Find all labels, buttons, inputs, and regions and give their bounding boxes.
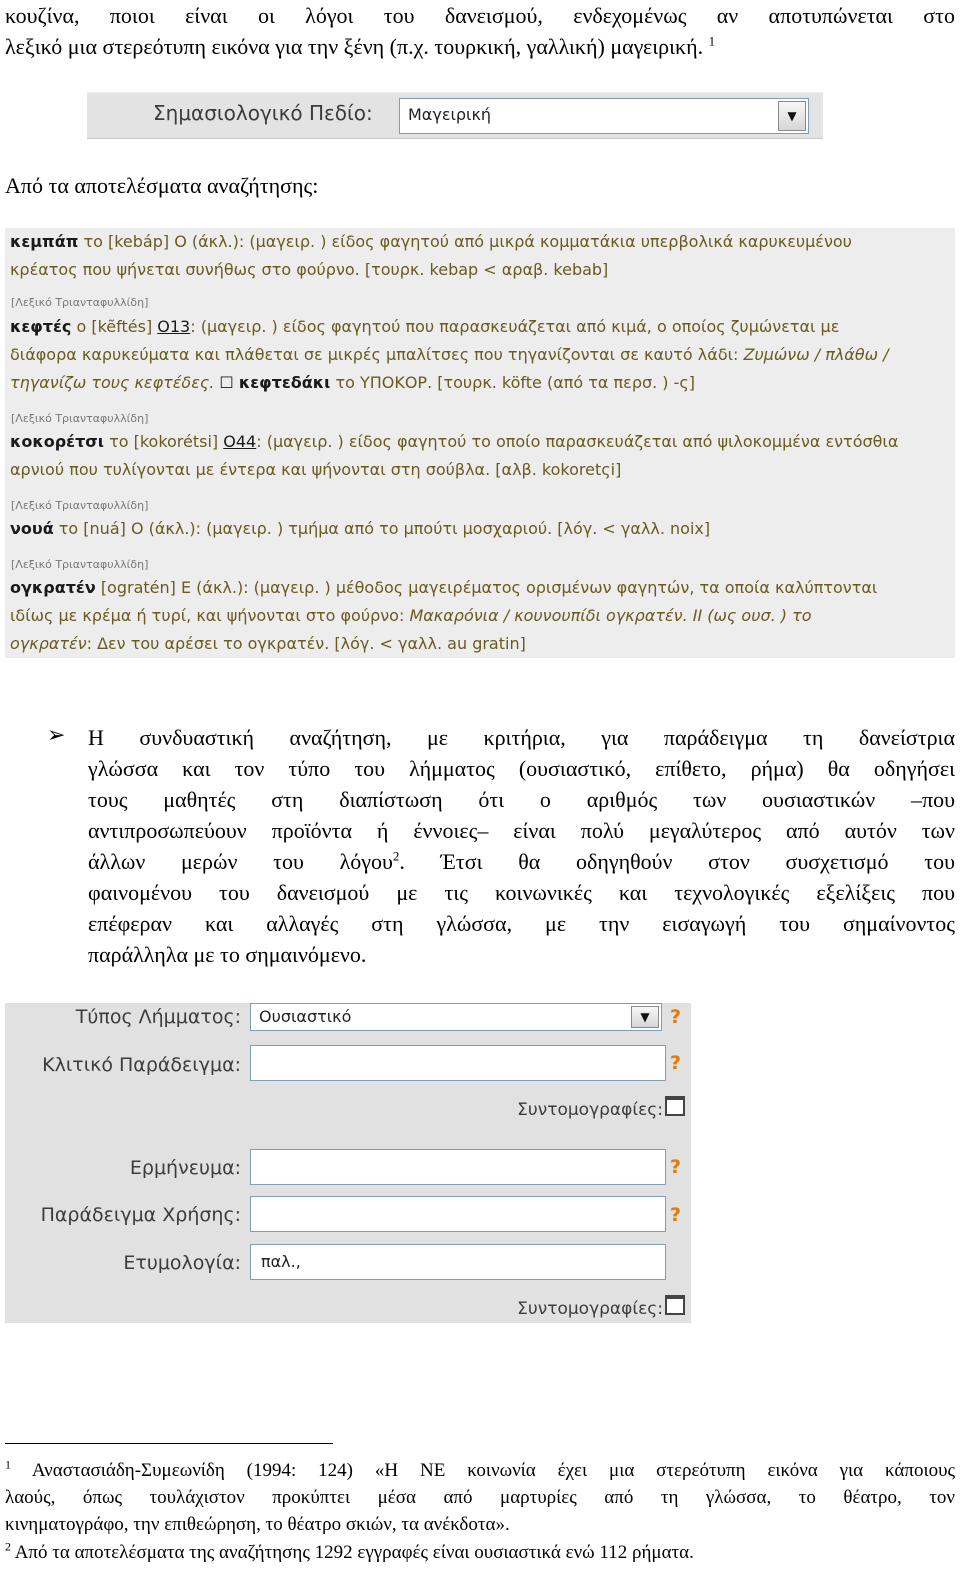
usage-example-label: Παράδειγμα Χρήσης: — [40, 1204, 241, 1226]
footnote-number: 1 — [5, 1457, 11, 1472]
dropdown-arrow-icon[interactable]: ▼ — [631, 1006, 659, 1028]
entry-line: : Δεν του αρέσει το ογκρατέν. [λόγ. < γαλλ. au gratin] — [86, 634, 526, 653]
intro-line-1: κουζίνα, ποιοι είναι οι λόγοι του δανεισμού, ενδεχομένως αν αποτυπώνεται στο — [5, 3, 955, 28]
paragraph-line: αντιπροσωπεύουν προϊόντα ή έννοιες– είναι πολύ μεγαλύτερος από αυτόν των — [88, 818, 955, 843]
result-entry-ograten[interactable] — [10, 574, 955, 658]
result-entry-kebap[interactable] — [10, 228, 955, 284]
footnote-line: $^2$ Από τα αποτελέσματα της αναζήτησης 1292 εγγραφές είναι ουσιαστικά ενώ 112 ρήματα. — [5, 1539, 694, 1563]
headword: κεμπάπ — [10, 232, 79, 251]
help-icon[interactable]: ? — [670, 1204, 682, 1226]
footnote-line: λαούς, όπως τουλάχιστον προκύπτει μέσα από μαρτυρίες από τη γλώσσα, το θέατρο, τον — [5, 1487, 955, 1508]
footnote-number: 2 — [5, 1539, 11, 1554]
footnote-line: $^1$ Αναστασιάδη-Συμεωνίδη (1994: 124) «Η ΝΕ κοινωνία έχει μια στερεότυπη εικόνα για κάποιους — [5, 1457, 955, 1481]
sub-headword: κεφτεδάκι — [238, 373, 331, 392]
footnote-separator — [5, 1443, 333, 1444]
dropdown-arrow-icon[interactable]: ▼ — [778, 101, 806, 131]
paragraph-line: τους μαθητές στη διαπίστωση ότι ο αριθμός των ουσιαστικών –που — [88, 787, 955, 812]
entry-info: ο [ke͂ftés] — [76, 317, 153, 336]
results-heading: Από τα αποτελέσματα αναζήτησης: — [5, 173, 319, 198]
abbreviations-link[interactable]: Συντομογραφίες: — [517, 1096, 685, 1120]
footnote-line: κινηματογράφο, την επιθεώρηση, το θέατρο σκιών, τα ανέκδοτα». — [5, 1514, 510, 1535]
inflection-input[interactable] — [250, 1045, 666, 1081]
window-icon[interactable] — [665, 1096, 685, 1116]
semantic-field-label: Σημασιολογικό Πεδίο: — [153, 101, 373, 125]
entry-search-form — [5, 1003, 691, 1323]
footnote-1 — [5, 1457, 955, 1538]
entry-line: κρέατος που ψήνεται συνήθως στο φούρνο. [τουρκ. kebap < αραβ. kebab] — [10, 260, 609, 279]
abbreviations-link[interactable]: Συντομογραφίες: — [517, 1295, 685, 1319]
help-icon[interactable]: ? — [670, 1156, 682, 1178]
entry-info: το [kokorétsi] — [109, 432, 219, 451]
meaning-label: Ερμήνευμα: — [129, 1157, 241, 1179]
semantic-field-value: Μαγειρική — [408, 105, 492, 124]
entry-info: [ogratén] Ε (άκλ.): (μαγειρ. ) μέθοδος μαγειρέματος ορισμένων φαγητών, τα οποία καλύπτονται — [100, 578, 878, 597]
etymology-label: Ετυμολογία: — [123, 1252, 241, 1274]
paragraph-line: γλώσσα και τον τύπο του λήμματος (ουσιαστικό, επίθετο, ρήμα) θα οδηγήσει — [88, 756, 955, 781]
etymology-input[interactable] — [250, 1244, 666, 1280]
bullet-paragraph — [88, 722, 955, 970]
headword: κοκορέτσι — [10, 432, 104, 451]
entry-line: διάφορα καρυκεύματα και πλάθεται σε μικρές μπαλίτσες που τηγανίζονται σε καυτό λάδι: — [10, 345, 739, 364]
etymology-value: παλ., — [261, 1252, 301, 1271]
window-icon[interactable] — [665, 1295, 685, 1315]
source-label: [Λεξικό Τριανταφυλλίδη] — [11, 499, 149, 512]
entry-info: : (μαγειρ. ) είδος φαγητού που παρασκευάζεται από κιμά, ο οποίος ζυμώνεται με — [190, 317, 840, 336]
footnote-ref-1[interactable]: 1 — [708, 33, 716, 49]
footnote-ref-2[interactable]: 2 — [392, 848, 400, 864]
inflection-code-link[interactable]: Ο13 — [157, 317, 191, 336]
entry-info: το [nuá] Ο (άκλ.): (μαγειρ. ) τμήμα από το μπούτι μοσχαριού. [λόγ. < γαλλ. noix] — [58, 519, 711, 538]
headword: ογκρατέν — [10, 578, 96, 597]
entry-type-value: Ουσιαστικό — [259, 1007, 352, 1026]
entry-type-select[interactable] — [250, 1003, 662, 1031]
help-icon[interactable]: ? — [670, 1006, 682, 1028]
help-icon[interactable]: ? — [670, 1052, 682, 1074]
result-entry-kokoretsi[interactable] — [10, 428, 955, 484]
source-label: [Λεξικό Τριανταφυλλίδη] — [11, 296, 149, 309]
checkbox-icon[interactable]: ☐ — [219, 373, 234, 392]
semantic-field-bar — [87, 92, 823, 139]
example-text: Ζυμώνω / πλάθω / — [743, 345, 889, 364]
paragraph-line: επέφεραν και αλλαγές στη γλώσσα, με την εισαγωγή του σημαίνοντος — [88, 911, 955, 936]
entry-line: ιδίως με κρέμα ή τυρί, και ψήνονται στο φούρνο: — [10, 606, 405, 625]
result-entry-noua[interactable] — [10, 515, 955, 543]
source-label: [Λεξικό Τριανταφυλλίδη] — [11, 412, 149, 425]
arrow-bullet-icon: ➢ — [47, 723, 66, 748]
search-results — [5, 228, 955, 658]
intro-paragraph — [5, 0, 955, 62]
headword: νουά — [10, 519, 54, 538]
paragraph-line: άλλων μερών του λόγου$^2$. Έτσι θα οδηγηθούν στον συσχετισμό του — [88, 848, 955, 874]
inflection-code-link[interactable]: Ο44 — [223, 432, 257, 451]
paragraph-line: Η συνδυαστική αναζήτηση, με κριτήρια, για παράδειγμα τη δανείστρια — [88, 725, 955, 750]
paragraph-line: φαινομένου του δανεισμού με τις κοινωνικές και τεχνολογικές εξελίξεις που — [88, 880, 955, 905]
headword: κεφτές — [10, 317, 72, 336]
entry-type-label: Τύπος Λήμματος: — [75, 1006, 241, 1028]
meaning-input[interactable] — [250, 1149, 666, 1185]
usage-example-input[interactable] — [250, 1196, 666, 1232]
semantic-field-select[interactable] — [399, 98, 809, 134]
entry-info: το [kebáp] Ο (άκλ.): (μαγειρ. ) είδος φαγητού από μικρά κομματάκια υπερβολικά καρυκευμένου — [83, 232, 852, 251]
example-text: ογκρατέν — [10, 634, 87, 653]
result-entry-keftes[interactable] — [10, 313, 955, 397]
paragraph-line: παράλληλα με το σημαινόμενο. — [88, 942, 367, 967]
entry-line: αρνιού που τυλίγονται με έντερα και ψήνονται στη σούβλα. [αλβ. kokoretςi] — [10, 460, 622, 479]
entry-info: : (μαγειρ. ) είδος φαγητού το οποίο παρασκευάζεται από ψιλοκομμένα εντόσθια — [256, 432, 899, 451]
source-label: [Λεξικό Τριανταφυλλίδη] — [11, 558, 149, 571]
entry-line: το ΥΠΟΚΟΡ. [τουρκ. köfte (από τα περσ. ) -ς] — [335, 373, 696, 392]
inflection-label: Κλιτικό Παράδειγμα: — [42, 1054, 241, 1076]
footnote-2 — [5, 1539, 955, 1566]
example-text: Μακαρόνια / κουνουπίδι ογκρατέν. ΙΙ (ως ουσ. ) το — [409, 606, 812, 625]
intro-line-2: λεξικό μια στερεότυπη εικόνα για την ξένη (π.χ. τουρκική, γαλλική) μαγειρική. $^1$ — [5, 33, 716, 59]
example-text: τηγανίζω τους κεφτέδες. — [10, 373, 215, 392]
